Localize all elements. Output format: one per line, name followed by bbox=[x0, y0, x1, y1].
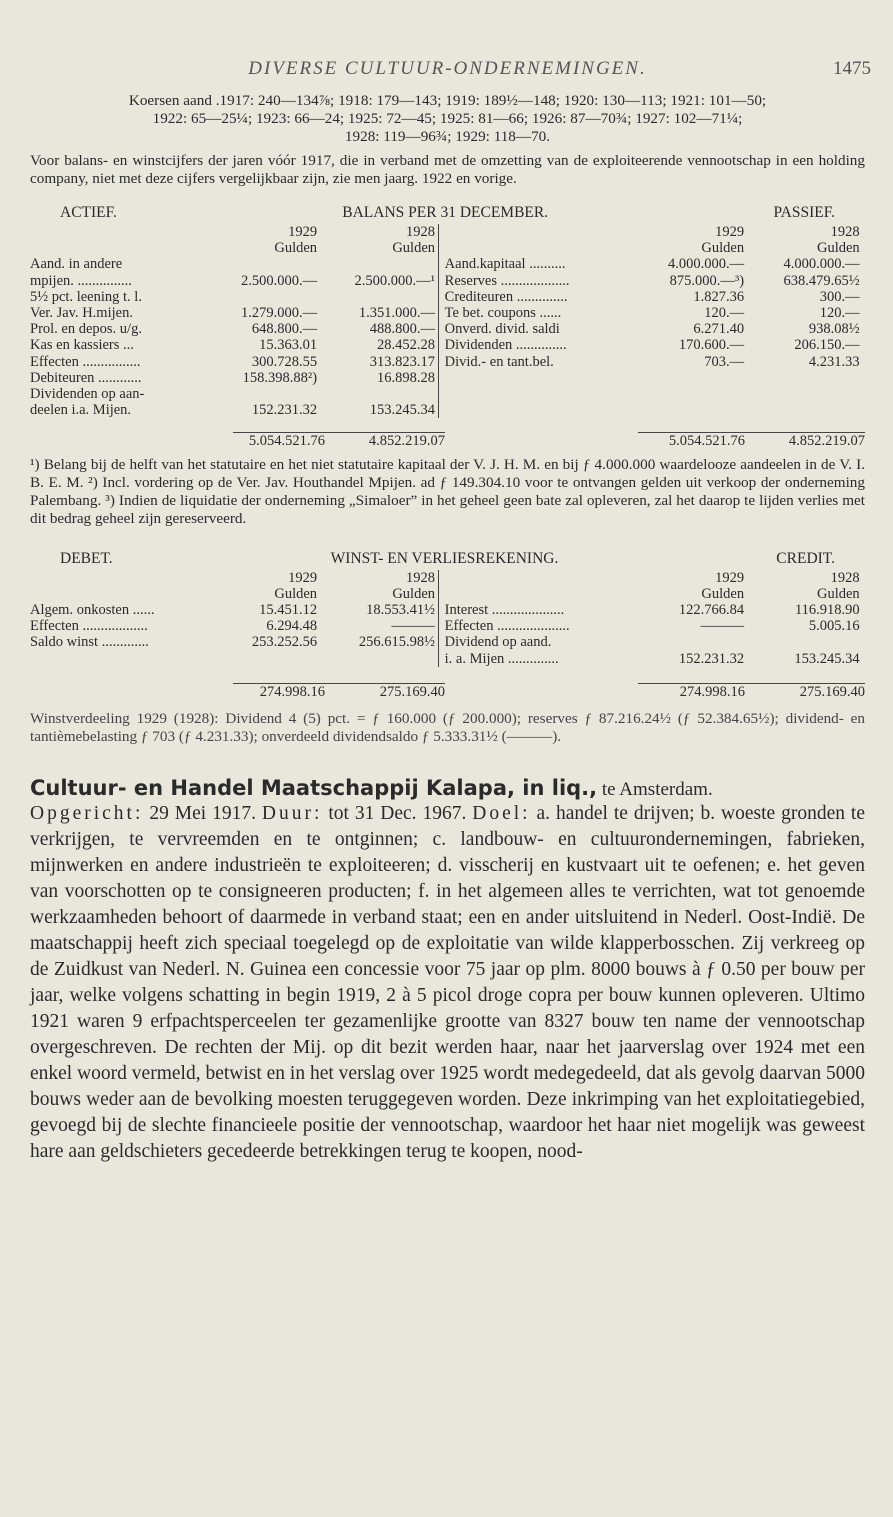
row-value: 4.231.33 bbox=[808, 353, 860, 370]
row-label: Te bet. coupons ...... bbox=[444, 305, 562, 322]
row-value: 703.— bbox=[704, 353, 745, 370]
row-value bbox=[317, 386, 435, 402]
unit-header: Gulden bbox=[701, 585, 745, 602]
page-header bbox=[30, 58, 871, 88]
row-value: 2.500.000.—¹ bbox=[354, 272, 435, 289]
balance-table bbox=[30, 224, 865, 418]
row-label: 5½ pct. leening t. l. bbox=[30, 288, 142, 305]
pl-titles bbox=[30, 550, 865, 568]
row-value: 938.08½ bbox=[808, 321, 860, 338]
year-header: 1929 bbox=[715, 224, 745, 240]
doel-text: a. handel te drijven; b. woeste gronden te verkrijgen, te vervreemden en te ontginnen; c. landbouw- en cultuurondernemingen, fabrieken, mijnwerken en andere industrieën te exploiteeren; d. visscherij en kustvaart uit te oefenen; e. het geven van voorschotten op te consigneeren producten; f. in het algemeen alles te verrichten, wat tot genoemde werkzaamheden behoort of daarmede in verband staat; een en ander uitsluitend in Nederl. Oost-Indië. De maatschappij heeft zich speciaal toegelegd op de exploitatie van wilde klapperbosschen. Zij verkreeg op de Zuidkust van Nederl. N. Guinea een concessie voor 75 jaar op plm. 8000 bouws à ƒ 0.50 per bouw per jaar, welke volgens schatting in begin 1919, 2 à 5 picol droge copra per bouw kunnen opleveren. Ultimo 1921 waren 9 erfpachtsperceelen ter gezamenlijke grootte van 8327 bouw ten name der vennootschap overgeschreven. De rechten der Mij. op dit bezit werden haar, naar het jaarverslag over 1924 met een enkel woord vermeld, betwist en in het verslag over 1925 wordt medegedeeld, dat als gevolg daarvan 5000 bouws weder aan de bevolking moesten teruggegeven worden. Deze inkrimping van het exploitatiegebied, gevoegd bij de slechte financieele positie der vennootschap, waardoor het haar niet mogelijk was geweest hare aan geldschieters gecedeerde betrekkingen terug te koopen, nood- bbox=[30, 803, 865, 1163]
row-label: Aand. in andere bbox=[30, 256, 123, 273]
row-value: ——— bbox=[391, 618, 435, 635]
unit-header: Gulden bbox=[392, 240, 435, 257]
debet-table bbox=[30, 570, 435, 651]
row-label: Dividenden .............. bbox=[444, 337, 567, 354]
table-row bbox=[445, 256, 860, 272]
pl-debet-col bbox=[30, 570, 438, 667]
intro-note: Voor balans- en winstcijfers der jaren vóór 1917, die in verband met de omzetting van de exploiteerende vennootschap in een holding company, niet met deze cijfers vergelijkbaar zijn, zie men jaarg. 1922 en vorige. bbox=[30, 152, 865, 187]
row-value: 6.294.48 bbox=[266, 618, 318, 635]
row-value: 6.271.40 bbox=[693, 321, 745, 338]
row-label: Aand.kapitaal .......... bbox=[444, 256, 566, 273]
row-value: 16.898.28 bbox=[377, 369, 435, 386]
pl-left-title: DEBET. bbox=[60, 549, 113, 567]
company-name: Cultuur- en Handel Maatschappij Kalapa, in liq., bbox=[30, 776, 598, 801]
credit-table bbox=[445, 570, 860, 667]
table-row bbox=[30, 273, 435, 289]
koersen-line: 1922: 65—25¼; 1923: 66—24; 1925: 72—45; 1925: 81—66; 1926: 87—70¾; 1927: 102—71¼; bbox=[152, 110, 743, 127]
unit-header: Gulden bbox=[274, 585, 318, 602]
row-value: 122.766.84 bbox=[678, 602, 745, 619]
duur-value: tot 31 Dec. 1967. bbox=[322, 803, 473, 825]
balance-center-title: BALANS PER 31 DECEMBER. bbox=[342, 204, 549, 221]
running-title: DIVERSE CULTUUR-ONDERNEMINGEN. bbox=[248, 58, 647, 79]
opgericht-label: Opgericht: bbox=[30, 803, 144, 825]
row-label: Effecten .................. bbox=[30, 618, 148, 635]
balance-footnotes: ¹) Belang bij de helft van het statutaire en het niet statutaire kapitaal der V. J. H. M. en bij ƒ 4.000.000 waardelooze aandeelen in de V. I. B. E. M. ²) Incl. vordering op de Ver. Jav. Houthandel Mpijen. ad ƒ 149.304.10 voor te ontvangen gelden uit verkoop der onderneming Palembang. ³) Indien de liquidatie der onderneming „Simaloer” in het geheel geen bate zal opleveren, zal het daarop te lijden verlies met dit bedrag geheel zijn gereserveerd. bbox=[30, 455, 865, 527]
row-value: 4.000.000.— bbox=[667, 256, 745, 273]
row-value bbox=[230, 256, 317, 272]
table-row bbox=[30, 354, 435, 370]
total-value: 275.169.40 bbox=[745, 683, 865, 700]
table-row bbox=[445, 618, 860, 634]
row-label: Dividend op aand. bbox=[444, 634, 552, 651]
unit-header: Gulden bbox=[816, 585, 860, 602]
balance-right-title: PASSIEF. bbox=[773, 204, 835, 221]
row-label: Prol. en depos. u/g. bbox=[30, 321, 142, 338]
page-number: 1475 bbox=[833, 58, 871, 79]
row-label: Interest .................... bbox=[444, 602, 565, 619]
doel-label: Doel: bbox=[472, 803, 531, 825]
balance-totals bbox=[30, 432, 865, 449]
table-row bbox=[30, 402, 435, 418]
row-label: Reserves ................... bbox=[444, 272, 570, 289]
year-header: 1929 bbox=[288, 569, 318, 586]
row-value: 638.479.65½ bbox=[783, 272, 860, 289]
table-row bbox=[445, 305, 860, 321]
company-heading bbox=[30, 776, 865, 801]
total-value: 4.852.219.07 bbox=[325, 433, 445, 450]
total-value: 5.054.521.76 bbox=[233, 433, 325, 450]
unit-header: Gulden bbox=[274, 240, 318, 257]
row-label: mpijen. ............... bbox=[30, 272, 132, 289]
pl-totals bbox=[30, 683, 865, 700]
actief-table bbox=[30, 224, 435, 418]
row-value: ——— bbox=[700, 618, 745, 635]
table-row bbox=[445, 337, 860, 353]
year-header: 1929 bbox=[288, 224, 318, 240]
table-row bbox=[30, 289, 435, 305]
row-value bbox=[317, 289, 435, 305]
table-row bbox=[30, 370, 435, 386]
koersen-line: 1928: 119—96¾; 1929: 118—70. bbox=[344, 128, 551, 145]
page bbox=[30, 58, 871, 1165]
table-row bbox=[30, 602, 435, 618]
row-label: Divid.- en tant.bel. bbox=[444, 353, 554, 370]
total-value: 275.169.40 bbox=[325, 683, 445, 700]
table-row bbox=[445, 602, 860, 618]
row-value bbox=[317, 256, 435, 272]
row-value: 313.823.17 bbox=[369, 353, 435, 370]
row-value: 153.245.34 bbox=[369, 402, 435, 419]
year-header: 1928 bbox=[830, 569, 860, 586]
row-label: Debiteuren ............ bbox=[30, 369, 142, 386]
table-row bbox=[445, 289, 860, 305]
unit-header: Gulden bbox=[701, 240, 745, 257]
row-value: 300.728.55 bbox=[251, 353, 318, 370]
pl-credit-col bbox=[438, 570, 865, 667]
row-value: 153.245.34 bbox=[794, 650, 860, 667]
row-label: deelen i.a. Mijen. bbox=[30, 402, 132, 419]
opgericht-value: 29 Mei 1917. bbox=[143, 803, 262, 825]
row-value: 648.800.— bbox=[251, 321, 318, 338]
row-label: Onverd. divid. saldi bbox=[444, 321, 560, 338]
table-row bbox=[30, 337, 435, 353]
table-row bbox=[30, 618, 435, 634]
row-value: 2.500.000.— bbox=[240, 272, 318, 289]
balance-titles bbox=[30, 204, 865, 222]
table-row bbox=[445, 651, 860, 667]
row-label: Saldo winst ............. bbox=[30, 634, 149, 651]
row-label: Effecten .................... bbox=[444, 618, 570, 635]
row-value: 15.451.12 bbox=[259, 602, 318, 619]
company-body bbox=[30, 801, 865, 1165]
winstverdeeling: Winstverdeeling 1929 (1928): Dividend 4 (5) pct. = ƒ 160.000 (ƒ 200.000); reserves ƒ 87.216.24½ (ƒ 52.384.65½); dividend- en tantièmebelasting ƒ 703 (ƒ 4.231.33); onverdeeld dividendsaldo ƒ 5.333.31½ (———). bbox=[30, 710, 865, 746]
total-value: 4.852.219.07 bbox=[745, 433, 865, 450]
row-value: 256.615.98½ bbox=[358, 634, 435, 651]
row-value: 300.— bbox=[819, 288, 860, 305]
unit-header: Gulden bbox=[392, 585, 435, 602]
total-value: 274.998.16 bbox=[233, 683, 325, 700]
duur-label: Duur: bbox=[261, 803, 323, 825]
unit-header: Gulden bbox=[816, 240, 860, 257]
row-label: Ver. Jav. H.mijen. bbox=[30, 305, 133, 322]
row-value: 120.— bbox=[819, 305, 860, 322]
row-value: 158.398.88²) bbox=[242, 369, 318, 386]
total-value: 5.054.521.76 bbox=[638, 433, 745, 450]
row-value: 1.351.000.— bbox=[358, 305, 435, 322]
row-value: 116.918.90 bbox=[794, 602, 860, 619]
row-value: 5.005.16 bbox=[808, 618, 860, 635]
total-value: 274.998.16 bbox=[638, 683, 745, 700]
table-row bbox=[445, 321, 860, 337]
row-label: Effecten ................ bbox=[30, 353, 141, 370]
balance-actief-col bbox=[30, 224, 438, 418]
row-value bbox=[230, 289, 317, 305]
row-label: Kas en kassiers ... bbox=[30, 337, 134, 354]
table-row bbox=[445, 634, 860, 650]
year-header: 1928 bbox=[406, 569, 435, 586]
row-label: i. a. Mijen .............. bbox=[444, 650, 559, 667]
row-value: 1.279.000.— bbox=[240, 305, 318, 322]
row-value: 120.— bbox=[704, 305, 745, 322]
pl-table bbox=[30, 570, 865, 667]
row-value: 253.252.56 bbox=[251, 634, 318, 651]
row-value: 152.231.32 bbox=[251, 402, 318, 419]
year-header: 1928 bbox=[830, 224, 860, 240]
row-label: Algem. onkosten ...... bbox=[30, 602, 155, 619]
table-row bbox=[30, 634, 435, 650]
table-row bbox=[30, 321, 435, 337]
pl-right-title: CREDIT. bbox=[776, 549, 835, 567]
year-header: 1929 bbox=[715, 569, 745, 586]
row-value: 488.800.— bbox=[369, 321, 435, 338]
passief-table bbox=[445, 224, 860, 370]
koersen-line: Koersen aand .1917: 240—134⅞; 1918: 179—143; 1919: 189½—148; 1920: 130—113; 1921: 101—50; bbox=[128, 92, 767, 109]
balance-left-title: ACTIEF. bbox=[60, 204, 117, 221]
table-row bbox=[30, 305, 435, 321]
pl-center-title: WINST- EN VERLIESREKENING. bbox=[330, 549, 559, 567]
row-value: 170.600.— bbox=[678, 337, 745, 354]
row-value bbox=[744, 634, 860, 650]
table-row bbox=[445, 354, 860, 370]
row-value: 28.452.28 bbox=[377, 337, 435, 354]
table-row bbox=[30, 386, 435, 402]
row-value bbox=[639, 634, 744, 650]
year-header: 1928 bbox=[406, 224, 435, 240]
koersen-block bbox=[30, 92, 865, 146]
table-row bbox=[30, 256, 435, 272]
row-value: 206.150.— bbox=[794, 337, 860, 354]
row-label: Crediteuren .............. bbox=[444, 288, 568, 305]
row-value: 152.231.32 bbox=[678, 650, 745, 667]
row-value: 18.553.41½ bbox=[366, 602, 435, 619]
row-label: Dividenden op aan- bbox=[30, 386, 145, 403]
row-value: 4.000.000.— bbox=[783, 256, 860, 273]
row-value bbox=[230, 386, 317, 402]
company-location: te Amsterdam. bbox=[597, 779, 713, 801]
row-value: 875.000.—³) bbox=[669, 272, 745, 289]
balance-passief-col bbox=[438, 224, 865, 418]
table-row bbox=[445, 273, 860, 289]
row-value: 1.827.36 bbox=[693, 288, 745, 305]
row-value: 15.363.01 bbox=[259, 337, 318, 354]
